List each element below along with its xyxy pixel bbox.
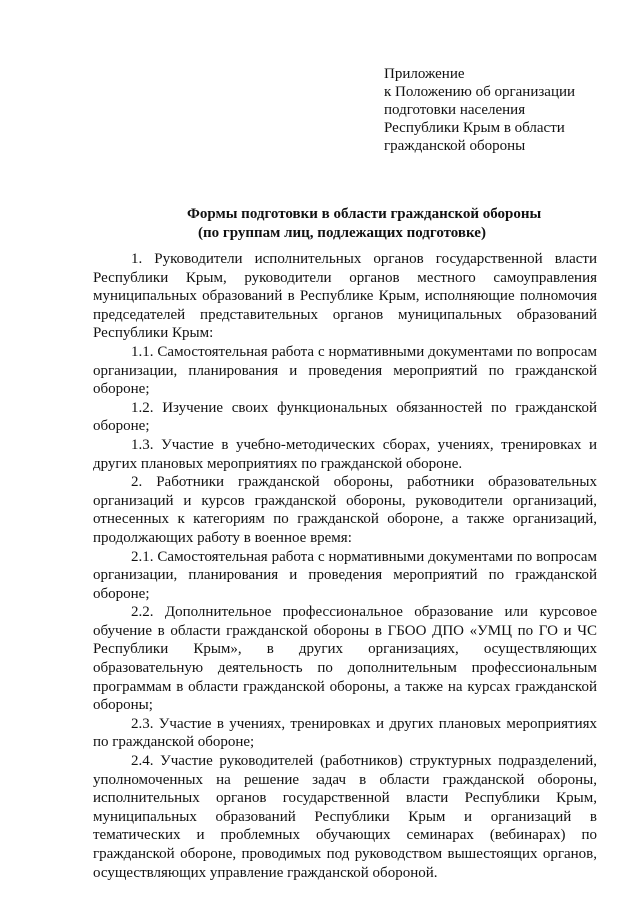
title-line-1: Формы подготовки в области гражданской обороны <box>187 206 542 222</box>
paragraph-2-1: 2.1. Самостоятельная работа с нормативными документами по вопросам организации, планирования и проведения мероприятий по гражданской обороне; <box>93 548 597 602</box>
appendix-line: гражданской обороны <box>384 138 526 154</box>
appendix-line: к Положению об организации <box>384 84 576 100</box>
title-line-2: (по группам лиц, подлежащих подготовке) <box>198 225 486 241</box>
appendix-line: Республики Крым в области <box>384 120 565 136</box>
paragraph-2-2: 2.2. Дополнительное профессиональное образование или курсовое обучение в области гражданской обороны в ГБОО ДПО «УМЦ по ГО и ЧС Республики Крым», в других организациях, осуществляющих образовательную деятельность по дополнительным профессиональным программам в области гражданской обороны, а также на курсах гражданской обороны; <box>93 604 597 714</box>
paragraph-1: 1. Руководители исполнительных органов государственной власти Республики Крым, руководители органов местного самоуправления муниципальных образований в Республике Крым, исполняющие полномочия председателей представительных органов муниципальных образований Республики Крым: <box>93 251 597 342</box>
document-title <box>93 205 640 243</box>
paragraph-2-4: 2.4. Участие руководителей (работников) структурных подразделений, уполномоченных на решение задач в области гражданской обороны, исполнительных органов государственной власти Республики Крым, муниципальных образований Республики Крым и организаций в тематических и проблемных обучающих семинарах (вебинарах) по гражданской обороне, проводимых под руководством вышестоящих органов, осуществляющих управление гражданской обороной. <box>93 753 597 881</box>
appendix-header <box>384 65 624 155</box>
appendix-line: подготовки населения <box>384 102 526 118</box>
paragraph-2-3: 2.3. Участие в учениях, тренировках и других плановых мероприятиях по гражданской обороне; <box>93 715 597 751</box>
paragraph-1-1: 1.1. Самостоятельная работа с нормативными документами по вопросам организации, планирования и проведения мероприятий по гражданской обороне; <box>93 343 597 398</box>
appendix-line: Приложение <box>384 66 465 82</box>
document-body <box>93 250 597 882</box>
paragraph-1-2: 1.2. Изучение своих функциональных обязанностей по гражданской обороне; <box>93 399 597 435</box>
paragraph-2: 2. Работники гражданской обороны, работники образовательных организаций и курсов гражданской обороны, руководители организаций, отнесенных к категориям по гражданской обороне, а также организаций, продолжающих работу в военное время: <box>93 474 597 546</box>
paragraph-1-3: 1.3. Участие в учебно-методических сборах, учениях, тренировках и других плановых мероприятиях по гражданской обороне. <box>93 436 597 472</box>
